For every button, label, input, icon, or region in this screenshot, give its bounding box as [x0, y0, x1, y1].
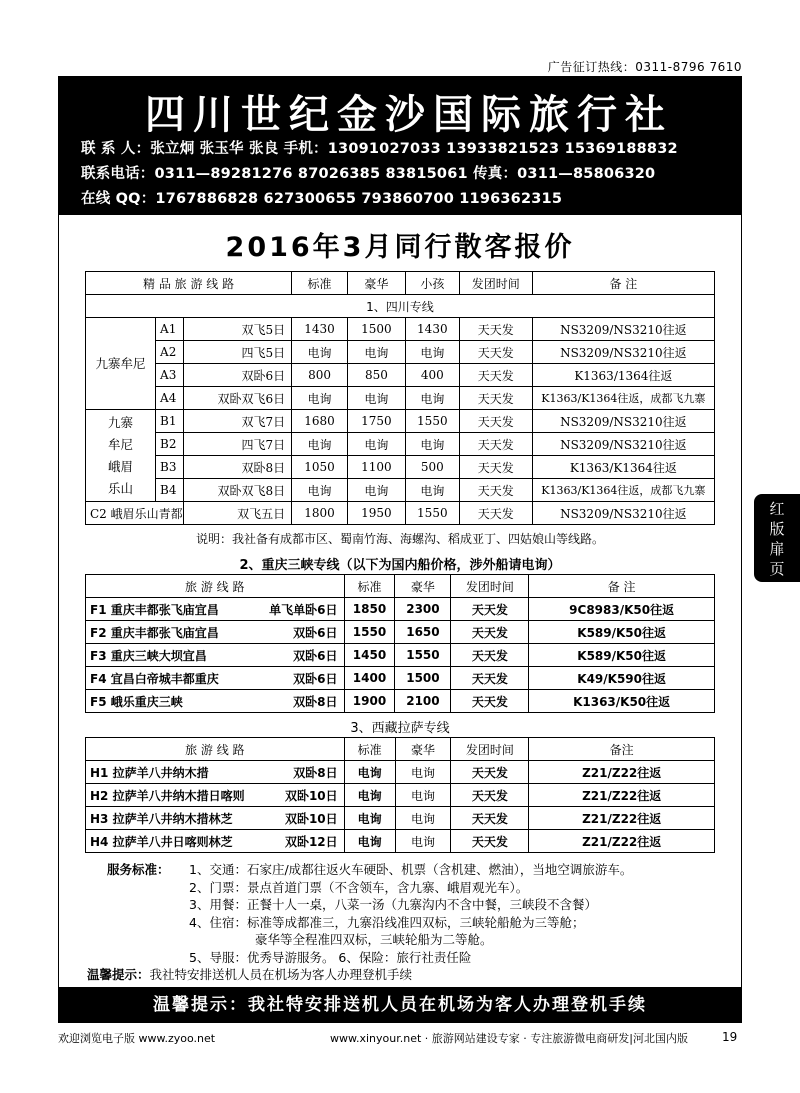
table-header	[86, 272, 715, 295]
table-row	[86, 433, 715, 456]
departure: 天天发	[451, 621, 529, 644]
route-days: 四飞5日	[183, 341, 291, 364]
route-code: B4	[156, 479, 184, 502]
remark: K1363/K50往返	[529, 690, 715, 713]
route-code: B3	[156, 456, 184, 479]
route-days: 双飞7日	[183, 410, 291, 433]
departure: 天天发	[451, 807, 529, 830]
price-standard: 电询	[292, 341, 348, 364]
header-remarks: 备 注	[532, 272, 714, 295]
service-transport: 1、交通：石家庄/成都往返火车硬卧、机票（含机建、燃油），当地空调旅游车。	[189, 862, 633, 877]
ad-hotline: 广告征订热线：0311-8796 7610	[547, 60, 742, 74]
price-standard: 1800	[292, 502, 348, 525]
section-title-chongqing: 2、重庆三峡专线（以下为国内船价格，涉外船请电询）	[239, 558, 561, 573]
departure: 天天发	[451, 784, 529, 807]
price-child: 400	[405, 364, 459, 387]
route-days: 双卧双飞6日	[183, 387, 291, 410]
route-days: 双飞五日	[183, 502, 291, 525]
header-standard: 标准	[344, 738, 395, 761]
group-label: 九寨牟尼	[86, 318, 156, 410]
table-row	[86, 410, 715, 433]
service-tickets: 2、门票：景点首道门票（不含领车，含九寨、峨眉观光车）。	[189, 879, 529, 895]
departure: 天天发	[459, 433, 532, 456]
tip-label: 温馨提示：	[87, 967, 150, 982]
route-days: 双卧6日	[293, 625, 338, 640]
route-days: 双卧8日	[183, 456, 291, 479]
route-days: 双卧6日	[293, 671, 338, 686]
price-standard: 电询	[292, 479, 348, 502]
price-standard: 电询	[292, 433, 348, 456]
route-name: F5 峨乐重庆三峡	[90, 694, 183, 709]
header-route: 旅 游 线 路	[86, 738, 345, 761]
route-days: 双卧6日	[183, 364, 291, 387]
service-lodging-luxury: 豪华等全程准四双标，三峡轮船为二等舱。	[255, 932, 493, 947]
contact-qq: 在线 QQ：1767886828 627300655 793860700 1196362315	[81, 191, 563, 207]
price-standard: 1430	[292, 318, 348, 341]
price-standard: 电询	[344, 784, 395, 807]
route-name: H1 拉萨羊八井纳木措	[90, 765, 209, 780]
sichuan-note: 说明：我社备有成都市区、蜀南竹海、海螺沟、稻成亚丁、四姑娘山等线路。	[195, 532, 604, 546]
contact-people: 联 系 人：张立炯 张玉华 张良 手机：13091027033 13933821523 15369188832	[81, 141, 678, 157]
price-luxury: 1950	[348, 502, 406, 525]
departure: 天天发	[459, 387, 532, 410]
price-luxury: 1500	[348, 318, 406, 341]
price-standard: 电询	[344, 807, 395, 830]
price-standard: 1550	[344, 621, 395, 644]
remark: NS3209/NS3210往返	[532, 410, 714, 433]
price-child: 电询	[405, 341, 459, 364]
table-row	[86, 479, 715, 502]
table-row	[86, 667, 715, 690]
price-child: 电询	[405, 387, 459, 410]
route-name: F1 重庆丰都张飞庙宜昌	[90, 602, 219, 617]
price-child: 电询	[405, 433, 459, 456]
departure: 天天发	[459, 410, 532, 433]
route-days: 双卧12日	[284, 834, 338, 849]
price-luxury: 电询	[395, 761, 451, 784]
table-header	[86, 738, 715, 761]
remark: K1363/1364往返	[532, 364, 714, 387]
remark: Z21/Z22往返	[529, 830, 715, 853]
route-days: 双卧8日	[293, 694, 338, 709]
remark: 9C8983/K50往返	[529, 598, 715, 621]
bottom-banner: 温馨提示：我社特安排送机人员在机场为客人办理登机手续	[59, 987, 741, 1023]
price-standard: 1450	[344, 644, 395, 667]
chongqing-table	[85, 574, 715, 713]
price-luxury: 电询	[348, 341, 406, 364]
remark: K1363/K1364往返，成都飞九寨	[532, 387, 714, 410]
remark: K49/K590往返	[529, 667, 715, 690]
price-luxury: 电询	[395, 830, 451, 853]
side-tab-char: 版	[769, 520, 785, 538]
section-title: 1、四川专线	[86, 295, 715, 318]
service-guide-insurance: 5、导服：优秀导游服务。 6、保险：旅行社责任险	[189, 949, 472, 965]
remark: NS3209/NS3210往返	[532, 433, 714, 456]
service-meals: 3、用餐：正餐十人一桌，八菜一汤（九寨沟内不含中餐，三峡段不含餐）	[189, 897, 597, 912]
header-remarks: 备注	[529, 738, 715, 761]
departure: 天天发	[451, 761, 529, 784]
table-header	[86, 575, 715, 598]
route-days: 双飞5日	[183, 318, 291, 341]
route-name: H3 拉萨羊八井纳木措林芝	[90, 811, 233, 826]
table-row	[86, 318, 715, 341]
route-days: 双卧10日	[284, 788, 338, 803]
route-days: 双卧10日	[284, 811, 338, 826]
header-luxury: 豪华	[395, 575, 451, 598]
remark: K1363/K1364往返，成都飞九寨	[532, 479, 714, 502]
remark: NS3209/NS3210往返	[532, 341, 714, 364]
price-standard: 电询	[344, 761, 395, 784]
route-name: C2 峨眉乐山青都	[86, 502, 184, 525]
route-days: 双卧6日	[293, 648, 338, 663]
agency-name: 四川世纪金沙国际旅行社	[145, 91, 673, 138]
table-row	[86, 784, 715, 807]
table-row	[86, 598, 715, 621]
remark: NS3209/NS3210往返	[532, 502, 714, 525]
departure: 天天发	[459, 318, 532, 341]
table-row	[86, 807, 715, 830]
header-luxury: 豪华	[395, 738, 451, 761]
header-route: 旅 游 线 路	[86, 575, 345, 598]
remark: Z21/Z22往返	[529, 761, 715, 784]
table-row	[86, 387, 715, 410]
price-standard: 电询	[292, 387, 348, 410]
route-days: 双卧双飞8日	[183, 479, 291, 502]
remark: NS3209/NS3210往返	[532, 318, 714, 341]
route-code: A2	[156, 341, 184, 364]
side-tab-char: 红	[769, 500, 785, 518]
remark: K589/K50往返	[529, 621, 715, 644]
price-luxury: 2300	[395, 598, 451, 621]
price-luxury: 1750	[348, 410, 406, 433]
route-name: H2 拉萨羊八井纳木措日喀则	[90, 788, 245, 803]
price-luxury: 电询	[348, 433, 406, 456]
price-luxury: 电询	[348, 387, 406, 410]
service-label: 服务标准：	[107, 862, 170, 877]
route-code: A1	[156, 318, 184, 341]
remark: K1363/K1364往返	[532, 456, 714, 479]
departure: 天天发	[451, 644, 529, 667]
header-route: 精 品 旅 游 线 路	[86, 272, 292, 295]
section-title-tibet: 3、西藏拉萨专线	[350, 721, 450, 736]
section-side-tab	[754, 494, 800, 582]
remark: Z21/Z22往返	[529, 807, 715, 830]
route-code: B1	[156, 410, 184, 433]
price-child: 500	[405, 456, 459, 479]
header-child: 小孩	[405, 272, 459, 295]
price-luxury: 1500	[395, 667, 451, 690]
service-standards	[87, 861, 633, 984]
price-standard: 电询	[344, 830, 395, 853]
price-standard: 1850	[344, 598, 395, 621]
price-luxury: 850	[348, 364, 406, 387]
price-luxury: 1650	[395, 621, 451, 644]
remark: Z21/Z22往返	[529, 784, 715, 807]
price-standard: 800	[292, 364, 348, 387]
remark: K589/K50往返	[529, 644, 715, 667]
price-child: 1550	[405, 410, 459, 433]
price-luxury: 电询	[348, 479, 406, 502]
departure: 天天发	[451, 667, 529, 690]
route-name: F3 重庆三峡大坝宜昌	[90, 648, 207, 663]
price-luxury: 2100	[395, 690, 451, 713]
departure: 天天发	[459, 364, 532, 387]
service-lodging: 4、住宿：标准等成都准三，九寨沿线准四双标，三峡轮船舱为三等舱；	[189, 914, 585, 930]
departure: 天天发	[459, 502, 532, 525]
price-child: 1550	[405, 502, 459, 525]
price-standard: 1400	[344, 667, 395, 690]
table-row	[86, 690, 715, 713]
price-child: 电询	[405, 479, 459, 502]
header-departure: 发团时间	[451, 575, 529, 598]
route-code: A3	[156, 364, 184, 387]
header-departure: 发团时间	[451, 738, 529, 761]
table-row	[86, 502, 715, 525]
route-name: F4 宜昌白帝城丰都重庆	[90, 671, 219, 686]
route-days: 双卧8日	[293, 765, 338, 780]
departure: 天天发	[459, 456, 532, 479]
side-tab-char: 扉	[769, 540, 785, 558]
table-row	[86, 364, 715, 387]
contact-phones: 联系电话：0311—89281276 87026385 83815061 传真：0311—85806320	[81, 166, 656, 182]
route-days: 单飞单卧6日	[269, 602, 338, 617]
price-standard: 1050	[292, 456, 348, 479]
tip-text: 我社特安排送机人员在机场为客人办理登机手续	[149, 967, 413, 982]
tibet-table	[85, 737, 715, 853]
table-row	[86, 341, 715, 364]
route-code: A4	[156, 387, 184, 410]
header-standard: 标准	[344, 575, 395, 598]
route-days: 四飞7日	[183, 433, 291, 456]
header-luxury: 豪华	[348, 272, 406, 295]
header-departure: 发团时间	[459, 272, 532, 295]
table-row	[86, 644, 715, 667]
departure: 天天发	[451, 690, 529, 713]
route-name: F2 重庆丰都张飞庙宜昌	[90, 625, 219, 640]
page-frame	[58, 76, 742, 1023]
side-tab-char: 页	[769, 560, 785, 578]
table-row	[86, 830, 715, 853]
price-child: 1430	[405, 318, 459, 341]
departure: 天天发	[451, 830, 529, 853]
route-code: B2	[156, 433, 184, 456]
price-luxury: 1100	[348, 456, 406, 479]
price-luxury: 电询	[395, 784, 451, 807]
agency-header	[59, 77, 741, 215]
price-standard: 1900	[344, 690, 395, 713]
route-name: H4 拉萨羊八井日喀则林芝	[90, 834, 233, 849]
departure: 天天发	[451, 598, 529, 621]
table-row	[86, 456, 715, 479]
footer-right[interactable]: www.xinyour.net · 旅游网站建设专家 · 专注旅游微电商研发|河北国内版	[330, 1032, 688, 1045]
page-number: 19	[722, 1030, 738, 1044]
price-standard: 1680	[292, 410, 348, 433]
departure: 天天发	[459, 479, 532, 502]
price-luxury: 电询	[395, 807, 451, 830]
header-remarks: 备 注	[529, 575, 715, 598]
footer-left[interactable]: 欢迎浏览电子版 www.zyoo.net	[58, 1032, 216, 1045]
table-row	[86, 761, 715, 784]
header-standard: 标准	[292, 272, 348, 295]
price-luxury: 1550	[395, 644, 451, 667]
table-row	[86, 621, 715, 644]
sichuan-table	[85, 271, 715, 525]
group-label: 九寨牟尼峨眉乐山	[86, 410, 156, 502]
departure: 天天发	[459, 341, 532, 364]
page-title: 2016年3月同行散客报价	[225, 232, 575, 263]
